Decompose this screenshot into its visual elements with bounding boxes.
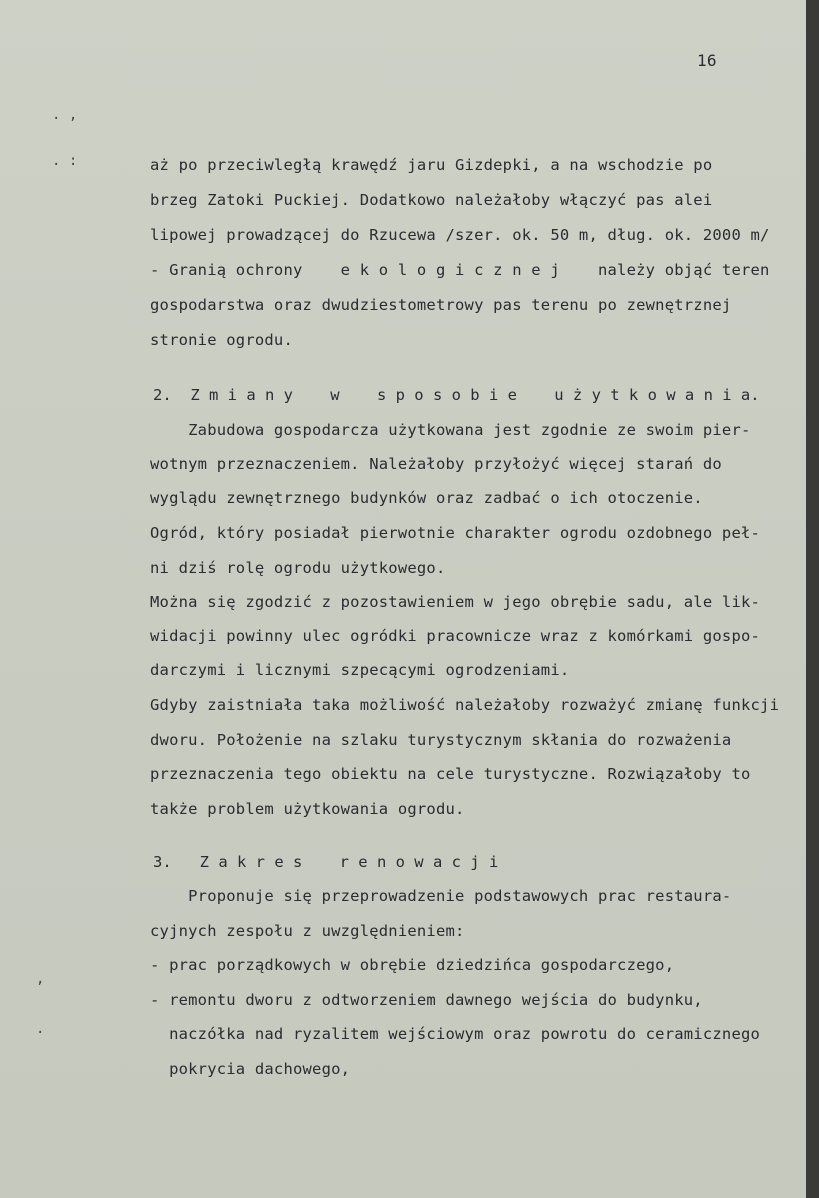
text-line: stronie ogrodu.	[150, 331, 293, 349]
text-line: dworu. Położenie na szlaku turystycznym skłania do rozważenia	[150, 731, 732, 749]
text-line: wyglądu zewnętrznego budynków oraz zadbać o ich otoczenie.	[150, 489, 703, 507]
list-item: - prac porządkowych w obrębie dziedzińca gospodarczego,	[150, 956, 675, 974]
page-number: 16	[697, 51, 717, 70]
section-heading: 3. Z a k r e s r e n o w a c j i	[153, 853, 499, 871]
margin-specks-3: ,	[36, 971, 45, 987]
text-line: gospodarstwa oraz dwudziestometrowy pas terenu po zewnętrznej	[150, 296, 732, 314]
margin-specks-4: .	[36, 1021, 45, 1037]
text-line: także problem użytkowania ogrodu.	[150, 800, 465, 818]
text-line: - Granią ochrony e k o l o g i c z n e j należy objąć teren	[150, 261, 770, 279]
text-line: widacji powinny ulec ogródki pracownicze wraz z komórkami gospo-	[150, 627, 761, 645]
margin-specks-2: . :	[52, 153, 78, 169]
list-item-continuation: naczółka nad ryzalitem wejściowym oraz powrotu do ceramicznego	[150, 1025, 761, 1043]
scan-edge	[806, 0, 819, 1198]
section-heading: 2. Z m i a n y w s p o s o b i e u ż y t k o w a n i a.	[153, 386, 760, 404]
text-line: Zabudowa gospodarcza użytkowana jest zgodnie ze swoim pier-	[150, 421, 751, 439]
text-line: wotnym przeznaczeniem. Należałoby przyłożyć więcej starań do	[150, 455, 722, 473]
text-line: Można się zgodzić z pozostawieniem w jego obrębie sadu, ale lik-	[150, 593, 761, 611]
text-line: aż po przeciwległą krawędź jaru Gizdepki, a na wschodzie po	[150, 156, 713, 174]
text-line: przeznaczenia tego obiektu na cele turystyczne. Rozwiązałoby to	[150, 765, 751, 783]
list-item: - remontu dworu z odtworzeniem dawnego wejścia do budynku,	[150, 991, 703, 1009]
text-line: ni dziś rolę ogrodu użytkowego.	[150, 559, 446, 577]
text-line: brzeg Zatoki Puckiej. Dodatkowo należałoby włączyć pas alei	[150, 191, 713, 209]
text-line: Gdyby zaistniała taka możliwość należałoby rozważyć zmianę funkcji	[150, 696, 780, 714]
text-line: Proponuje się przeprowadzenie podstawowych prac restaura-	[150, 887, 732, 905]
text-line: lipowej prowadzącej do Rzucewa /szer. ok. 50 m, dług. ok. 2000 m/	[150, 226, 770, 244]
text-line: darczymi i licznymi szpecącymi ogrodzeniami.	[150, 661, 570, 679]
text-line: Ogród, który posiadał pierwotnie charakter ogrodu ozdobnego peł-	[150, 524, 761, 542]
list-item-continuation: pokrycia dachowego,	[150, 1060, 351, 1078]
margin-specks-1: . ,	[52, 107, 78, 123]
text-line: cyjnych zespołu z uwzględnieniem:	[150, 922, 465, 940]
